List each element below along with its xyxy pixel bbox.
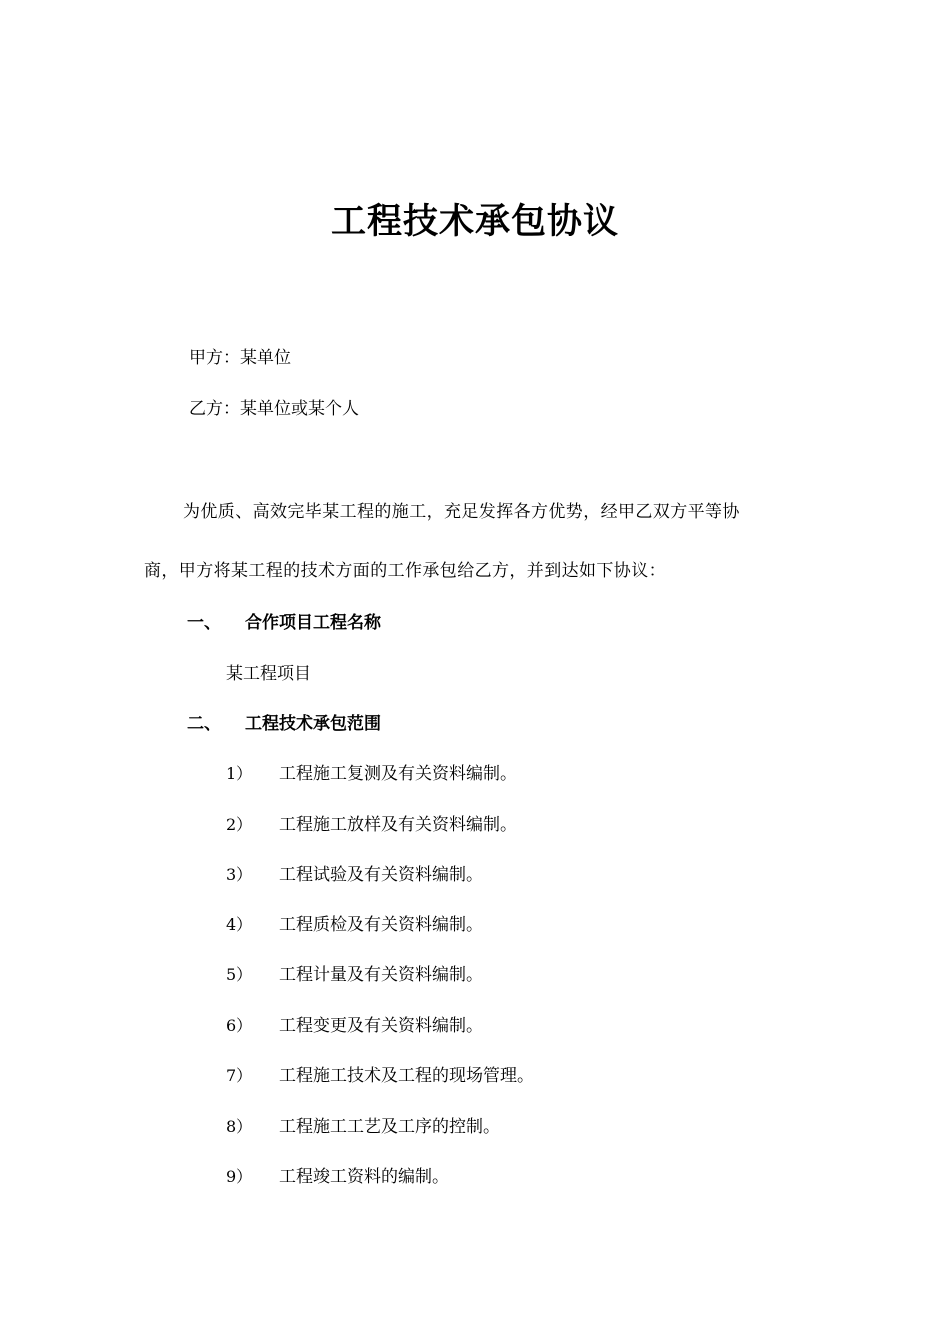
- section-heading: 工程技术承包范围: [245, 714, 381, 734]
- list-item-text: 工程变更及有关资料编制。: [279, 1016, 483, 1036]
- section-heading: 合作项目工程名称: [245, 613, 381, 633]
- list-item-text: 工程计量及有关资料编制。: [279, 965, 483, 985]
- intro-paragraph-line-2: 商，甲方将某工程的技术方面的工作承包给乙方，并到达如下协议：: [144, 561, 666, 581]
- party-a: 甲方：某单位: [189, 348, 291, 368]
- list-item-number: 2）: [226, 815, 253, 834]
- list-item-text: 工程试验及有关资料编制。: [279, 865, 483, 885]
- document-title: 工程技术承包协议: [330, 202, 619, 242]
- list-item-text: 工程竣工资料的编制。: [279, 1167, 449, 1187]
- list-item-number: 8）: [226, 1117, 253, 1136]
- list-item-number: 7）: [226, 1066, 253, 1085]
- list-item-text: 工程施工工艺及工序的控制。: [279, 1117, 500, 1137]
- party-b: 乙方：某单位或某个人: [189, 399, 359, 419]
- list-item-number: 6）: [226, 1016, 253, 1035]
- list-item-number: 1）: [226, 764, 253, 783]
- list-item-text: 工程质检及有关资料编制。: [279, 915, 483, 935]
- list-item-text: 工程施工技术及工程的现场管理。: [279, 1066, 534, 1086]
- list-item-number: 3）: [226, 865, 253, 884]
- section-number: 二、: [187, 714, 221, 734]
- list-item-number: 4）: [226, 915, 253, 934]
- list-item-text: 工程施工复测及有关资料编制。: [279, 764, 517, 784]
- section-number: 一、: [187, 613, 221, 633]
- section-body: 某工程项目: [226, 664, 311, 684]
- list-item-text: 工程施工放样及有关资料编制。: [279, 815, 517, 835]
- intro-paragraph-line-1: 为优质、高效完毕某工程的施工，充足发挥各方优势，经甲乙双方平等协: [183, 502, 740, 522]
- list-item-number: 9）: [226, 1167, 253, 1186]
- list-item-number: 5）: [226, 965, 253, 984]
